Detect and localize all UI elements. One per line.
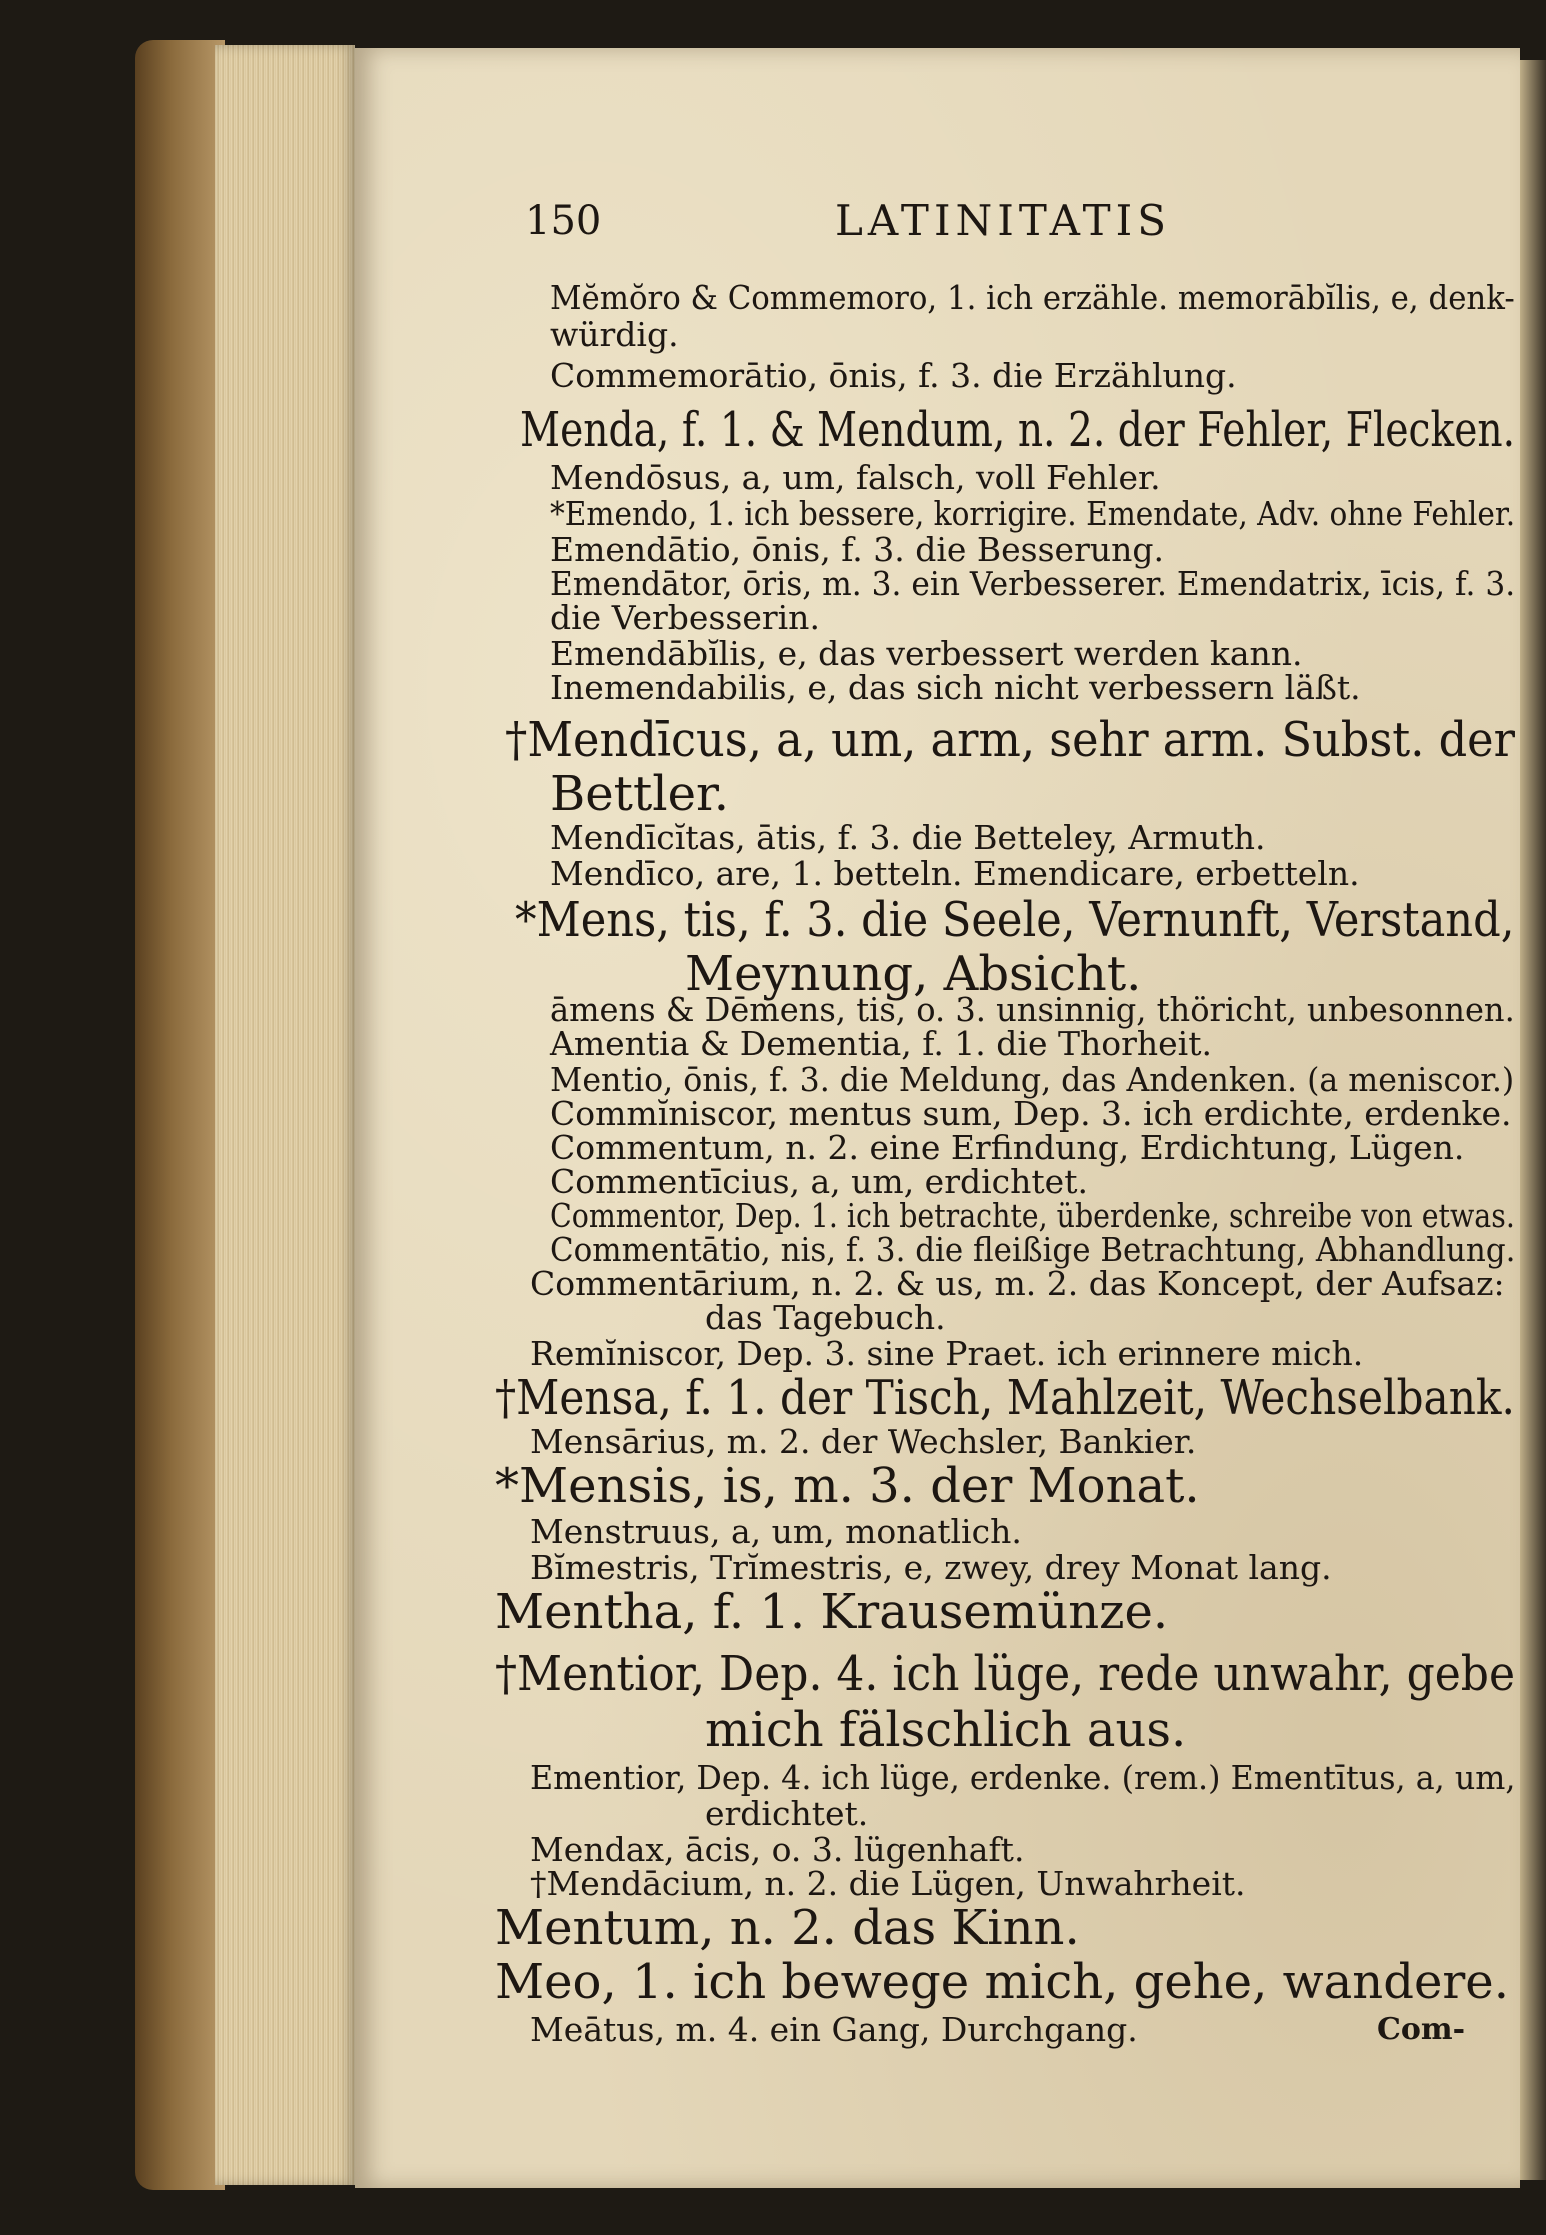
- headword-line: Mentha, f. 1. Krausemünze.: [495, 1584, 1169, 1640]
- headword-line: †Mendīcus, a, um, arm, sehr arm. Subst. der: [505, 712, 1515, 768]
- page-number: 150: [525, 198, 602, 244]
- dictionary-line: Emendātio, ōnis, f. 3. die Besserung.: [550, 530, 1164, 569]
- headword-line: Bettler.: [550, 766, 729, 822]
- dictionary-line: die Verbesserin.: [550, 598, 820, 637]
- dictionary-line: das Tagebuch.: [705, 1298, 946, 1337]
- running-head: LATINITATIS: [835, 196, 1171, 245]
- dictionary-line: Ementior, Dep. 4. ich lüge, erdenke. (rem.) Ementītus, a, um,: [530, 1758, 1516, 1797]
- dictionary-line: Menstruus, a, um, monatlich.: [530, 1512, 1022, 1551]
- dictionary-line: Remĭniscor, Dep. 3. sine Praet. ich erinnere mich.: [530, 1334, 1364, 1373]
- headword-line: Meo, 1. ich bewege mich, gehe, wandere.: [495, 1954, 1509, 2010]
- dictionary-line: Mensārius, m. 2. der Wechsler, Bankier.: [530, 1422, 1197, 1461]
- headword-line: †Mentior, Dep. 4. ich lüge, rede unwahr, gebe: [495, 1646, 1516, 1702]
- headword-line: †Mensa, f. 1. der Tisch, Mahlzeit, Wechselbank.: [495, 1370, 1515, 1426]
- page-right-edge: [1520, 60, 1546, 2180]
- dictionary-line: †Mendācium, n. 2. die Lügen, Unwahrheit.: [530, 1864, 1246, 1903]
- headword-line: *Mensis, is, m. 3. der Monat.: [495, 1458, 1200, 1514]
- headword-line: *Mens, tis, f. 3. die Seele, Vernunft, Verstand,: [515, 892, 1515, 948]
- dictionary-line: Mendax, ācis, o. 3. lügenhaft.: [530, 1830, 1025, 1869]
- dictionary-line: Amentia & Dementia, f. 1. die Thorheit.: [550, 1024, 1212, 1063]
- dictionary-line: Commemorātio, ōnis, f. 3. die Erzählung.: [550, 356, 1237, 395]
- dictionary-line: Emendābĭlis, e, das verbessert werden kann.: [550, 634, 1303, 673]
- headword-line: Mentum, n. 2. das Kinn.: [495, 1900, 1080, 1956]
- book-page: [355, 48, 1520, 2188]
- dictionary-line: erdichtet.: [705, 1794, 869, 1833]
- catchword: Com-: [1377, 2012, 1466, 2047]
- dictionary-line: *Emendo, 1. ich bessere, korrigire. Emendate, Adv. ohne Fehler.: [550, 494, 1516, 533]
- dictionary-line: Mendōsus, a, um, falsch, voll Fehler.: [550, 458, 1161, 497]
- dictionary-line: Inemendabilis, e, das sich nicht verbessern läßt.: [550, 668, 1361, 707]
- dictionary-line: Commentīcius, a, um, erdichtet.: [550, 1162, 1088, 1201]
- book-cover-edge: [135, 40, 225, 2190]
- dictionary-line: würdig.: [550, 315, 679, 354]
- dictionary-line: Commentum, n. 2. eine Erfindung, Erdichtung, Lügen.: [550, 1128, 1465, 1167]
- dictionary-line: Mĕmŏro & Commemoro, 1. ich erzähle. memorābĭlis, e, denk-: [550, 278, 1515, 317]
- dictionary-line: Emendātor, ōris, m. 3. ein Verbesserer. Emendatrix, īcis, f. 3.: [550, 564, 1516, 603]
- headword-line: mich fälschlich aus.: [705, 1702, 1187, 1758]
- dictionary-line: Mendīcĭtas, ātis, f. 3. die Betteley, Armuth.: [550, 818, 1266, 857]
- dictionary-line: Commentārium, n. 2. & us, m. 2. das Koncept, der Aufsaz:: [530, 1264, 1505, 1303]
- dictionary-line: Commentor, Dep. 1. ich betrachte, überdenke, schreibe von etwas.: [550, 1196, 1515, 1235]
- headword-line: Meynung, Absicht.: [685, 946, 1142, 1002]
- dictionary-line: Commĭniscor, mentus sum, Dep. 3. ich erdichte, erdenke.: [550, 1094, 1512, 1133]
- headword-line: Menda, f. 1. & Mendum, n. 2. der Fehler, Flecken.: [520, 402, 1516, 458]
- dictionary-line: Bĭmestris, Trĭmestris, e, zwey, drey Monat lang.: [530, 1548, 1332, 1587]
- page-stack-edge: [215, 45, 355, 2185]
- dictionary-line: āmens & Dēmens, tis, o. 3. unsinnig, thöricht, unbesonnen.: [550, 990, 1515, 1029]
- dictionary-line: Mendīco, are, 1. betteln. Emendicare, erbetteln.: [550, 854, 1360, 893]
- dictionary-line: Mentio, ōnis, f. 3. die Meldung, das Andenken. (a meniscor.): [550, 1060, 1515, 1099]
- dictionary-line: Commentātio, nis, f. 3. die fleißige Betrachtung, Abhandlung.: [550, 1230, 1516, 1269]
- dictionary-line: Meātus, m. 4. ein Gang, Durchgang.: [530, 2010, 1138, 2049]
